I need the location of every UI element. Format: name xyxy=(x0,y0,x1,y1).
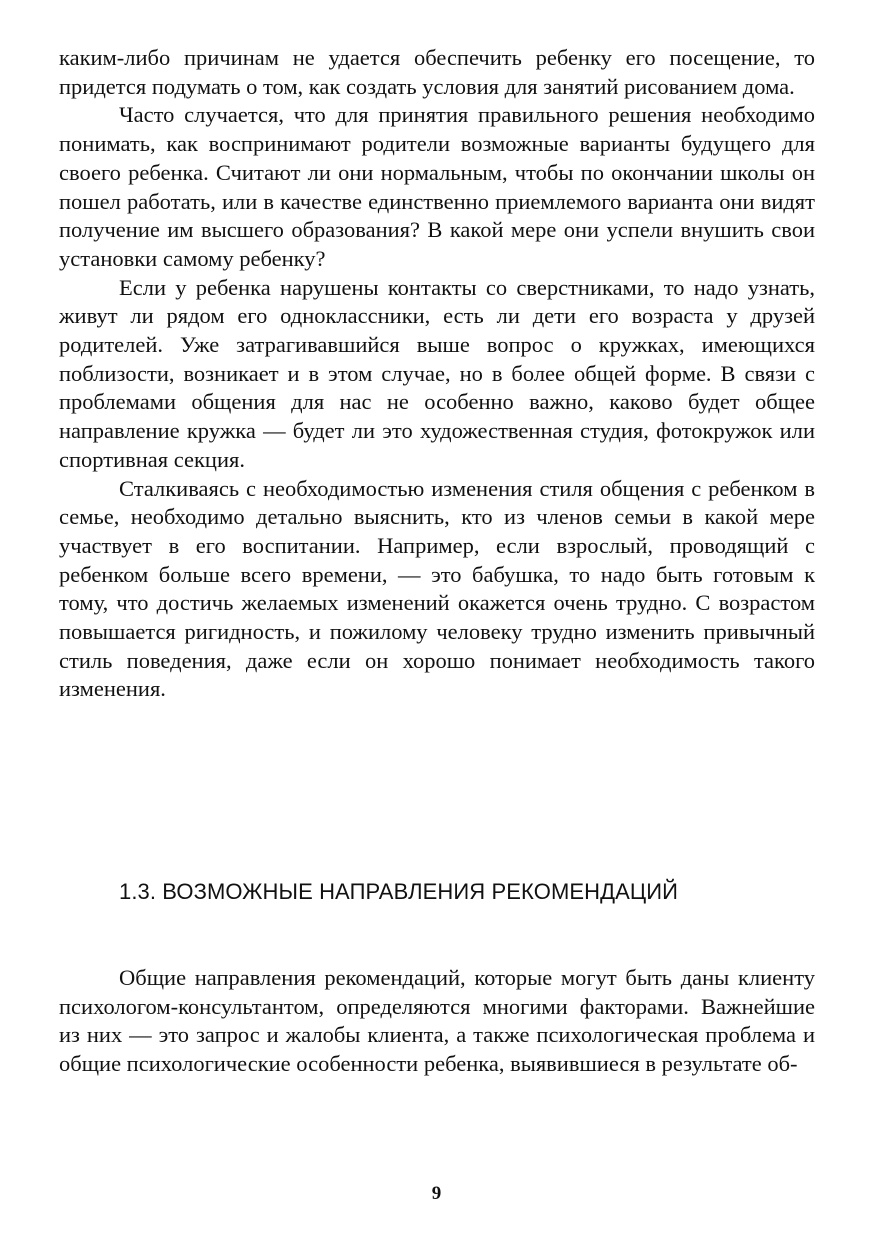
body-text-bottom xyxy=(59,964,815,1079)
body-text-top xyxy=(59,44,815,704)
paragraph-parents-views: Часто случается, что для принятия правильного решения необходимо понимать, как воспринимают родители возможные варианты будущего для своего ребенка. Считают ли они нормальным, чтобы по окончании школы он пошел работать, или в качестве единственно приемлемого варианта они видят получение им высшего образования? В какой мере они успели внушить свои установки самому ребенку? xyxy=(59,102,815,271)
paragraph-peer-contacts: Если у ребенка нарушены контакты со сверстниками, то надо узнать, живут ли рядом его одноклассники, есть ли дети его возраста у друзей родителей. Уже затрагивавшийся выше вопрос о кружках, имеющихся поблизости, возникает и в этом случае, но в более общей форме. В связи с проблемами общения для нас не особенно важно, каково будет общее направление кружка — будет ли это художественная студия, фотокружок или спортивная секция. xyxy=(59,274,815,472)
paragraph-family-style: Сталкиваясь с необходимостью изменения стиля общения с ребенком в семье, необходимо детально выяснить, кто из членов семьи в какой мере участвует в его воспитании. Например, если взрослый, проводящий с ребенком больше всего времени, — это бабушка, то надо быть готовым к тому, что достичь желаемых изменений окажется очень трудно. С возрастом повышается ригидность, и пожилому человеку трудно изменить привычный стиль поведения, даже если он хорошо понимает необходимость такого изменения. xyxy=(59,475,815,702)
page-number: 9 xyxy=(431,1183,442,1204)
section-heading: 1.3. ВОЗМОЖНЫЕ НАПРАВЛЕНИЯ РЕКОМЕНДАЦИЙ xyxy=(119,879,679,904)
paragraph-continuation: каким-либо причинам не удается обеспечить ребенку его посещение, то придется подумать о том, как создать условия для занятий рисованием дома. xyxy=(59,45,815,99)
paragraph-recommendations: Общие направления рекомендаций, которые могут быть даны клиенту психологом-консультантом, определяются многими факторами. Важнейшие из них — это запрос и жалобы клиента, а также психологическая проблема и общие психологические особенности ребенка, выявившиеся в результате об- xyxy=(59,965,815,1077)
